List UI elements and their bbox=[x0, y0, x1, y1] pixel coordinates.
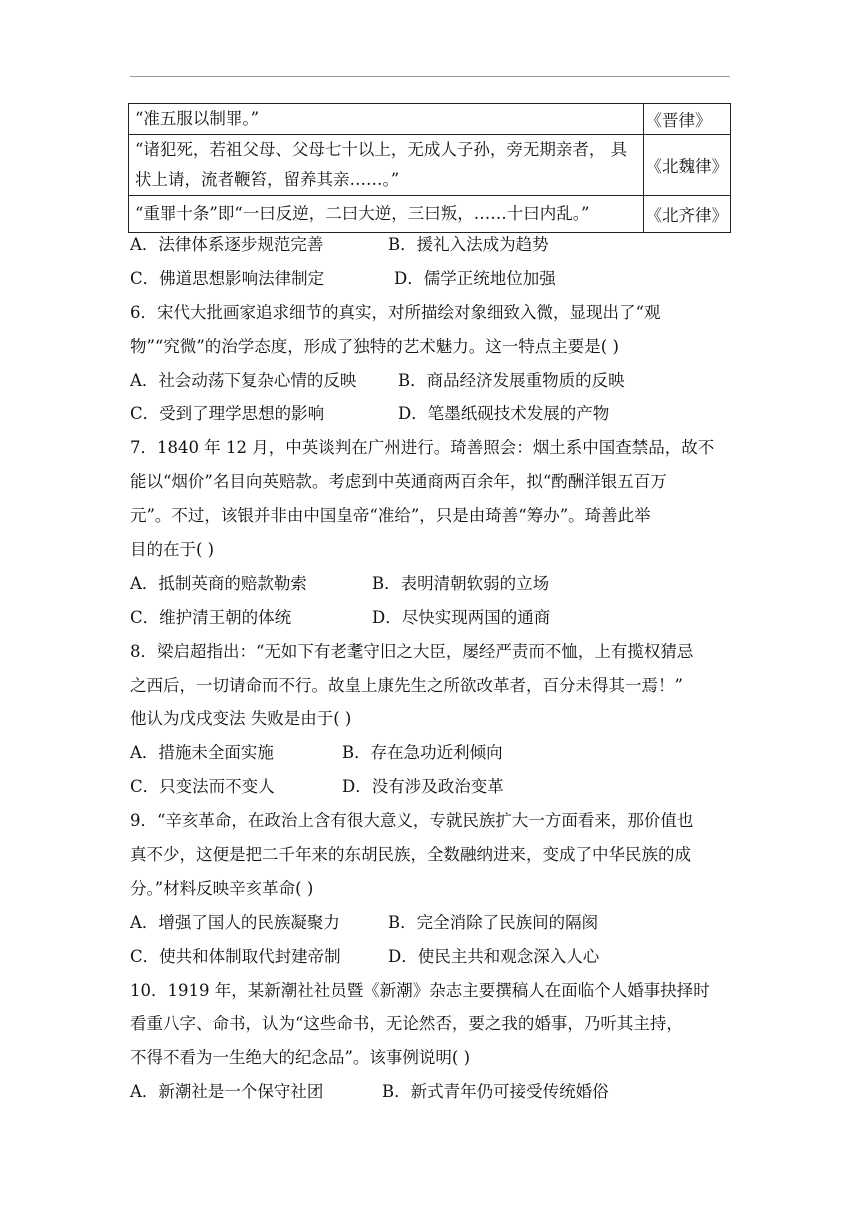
question-stem: 10．1919 年，某新潮社社员暨《新潮》杂志主要撰稿人在面临个人婚事抉择时 bbox=[130, 980, 710, 1000]
question-stem: 他认为戊戌变法 失败是由于( ) bbox=[130, 709, 352, 729]
option-a[interactable]: A．措施未全面实施 bbox=[130, 743, 274, 763]
option-row bbox=[130, 397, 730, 431]
option-row bbox=[130, 940, 730, 974]
option-a[interactable]: A．法律体系逐步规范完善 bbox=[130, 235, 324, 254]
option-d[interactable]: D．笔墨纸砚技术发展的产物 bbox=[398, 404, 610, 424]
quote-cell: “重罪十条”即“一曰反逆，二曰大逆，三曰叛，……十曰内乱。” bbox=[129, 196, 644, 233]
question-stem: 之西后，一切请命而不行。故皇上康先生之所欲改革者，百分未得其一焉！” bbox=[130, 675, 683, 695]
quote-cell: “准五服以制罪。” bbox=[129, 104, 644, 135]
question-stem: 6．宋代大批画家追求细节的真实，对所描绘对象细致入微，显现出了“观 bbox=[130, 302, 661, 322]
question-stem: 9．“辛亥革命，在政治上含有很大意义，专就民族扩大一方面看来，那价值也 bbox=[130, 811, 694, 831]
question-stem: 8．梁启超指出：“无如下有老耄守旧之大臣，屡经严责而不恤，上有揽权猜忌 bbox=[130, 641, 694, 661]
option-a[interactable]: A．增强了国人的民族凝聚力 bbox=[130, 912, 340, 932]
question-stem: 物”“究微”的治学态度，形成了独特的艺术魅力。这一特点主要是( ) bbox=[130, 336, 619, 356]
option-b[interactable]: B．表明清朝软弱的立场 bbox=[372, 573, 550, 593]
option-b[interactable]: B．完全消除了民族间的隔阂 bbox=[388, 912, 599, 932]
option-row bbox=[130, 906, 730, 940]
option-d[interactable]: D．儒学正统地位加强 bbox=[394, 268, 556, 288]
source-table bbox=[128, 103, 731, 233]
option-row bbox=[130, 1075, 730, 1109]
option-row bbox=[130, 262, 730, 296]
option-row bbox=[130, 567, 730, 601]
question-stem: 能以“烟价”名目向英赔款。考虑到中英通商两百余年，拟“酌酬洋银五百万 bbox=[130, 472, 667, 492]
option-b[interactable]: B．新式青年仍可接受传统婚俗 bbox=[382, 1082, 609, 1102]
quote-line: “诸犯死，若祖父母、父母七十以上，无成人子孙，旁无期亲者， 具 bbox=[135, 140, 628, 159]
option-c[interactable]: C．维护清王朝的体统 bbox=[130, 607, 292, 627]
option-row bbox=[130, 770, 730, 804]
option-a[interactable]: A．抵制英商的赔款勒索 bbox=[130, 573, 307, 593]
option-c[interactable]: C．只变法而不变人 bbox=[130, 777, 275, 797]
source-cell: 《北齐律》 bbox=[643, 196, 731, 233]
option-row bbox=[130, 228, 730, 262]
table-row bbox=[129, 104, 731, 135]
question-list bbox=[130, 228, 730, 1109]
question-stem: 不得不看为一生绝大的纪念品”。该事例说明( ) bbox=[130, 1048, 471, 1068]
option-a[interactable]: A．新潮社是一个保守社团 bbox=[130, 1082, 324, 1102]
table-row bbox=[129, 135, 731, 196]
quote-cell bbox=[129, 135, 644, 196]
source-cell: 《晋律》 bbox=[643, 104, 731, 135]
quote-line: 状上请，流者鞭笞，留养其亲……。” bbox=[135, 170, 400, 189]
source-cell: 《北魏律》 bbox=[643, 135, 731, 196]
question-stem: 7．1840 年 12 月，中英谈判在广州进行。琦善照会：烟土系中国查禁品，故不 bbox=[130, 438, 715, 458]
option-a[interactable]: A．社会动荡下复杂心情的反映 bbox=[130, 370, 357, 390]
option-c[interactable]: C．使共和体制取代封建帝制 bbox=[130, 946, 341, 966]
option-row bbox=[130, 736, 730, 770]
option-c[interactable]: C．佛道思想影响法律制定 bbox=[130, 268, 325, 288]
option-d[interactable]: D．没有涉及政治变革 bbox=[342, 777, 504, 797]
option-c[interactable]: C．受到了理学思想的影响 bbox=[130, 404, 325, 424]
option-row bbox=[130, 601, 730, 635]
question-stem: 真不少，这便是把二千年来的东胡民族，全数融纳进来，变成了中华民族的成 bbox=[130, 845, 691, 865]
option-b[interactable]: B．存在急功近利倾向 bbox=[342, 743, 503, 763]
question-stem: 分。”材料反映辛亥革命( ) bbox=[130, 878, 314, 898]
header-rule bbox=[130, 76, 730, 77]
option-b[interactable]: B．援礼入法成为趋势 bbox=[388, 235, 549, 254]
option-d[interactable]: D．尽快实现两国的通商 bbox=[372, 607, 551, 627]
question-stem: 目的在于( ) bbox=[130, 540, 215, 560]
option-row bbox=[130, 364, 730, 398]
question-stem: 看重八字、命书，认为“这些命书，无论然否，要之我的婚事，乃听其主持， bbox=[130, 1014, 683, 1034]
option-b[interactable]: B．商品经济发展重物质的反映 bbox=[398, 370, 625, 390]
option-d[interactable]: D．使民主共和观念深入人心 bbox=[388, 946, 600, 966]
table-row bbox=[129, 196, 731, 233]
question-stem: 元”。不过，该银并非由中国皇帝“准给”，只是由琦善“筹办”。琦善此举 bbox=[130, 506, 651, 526]
